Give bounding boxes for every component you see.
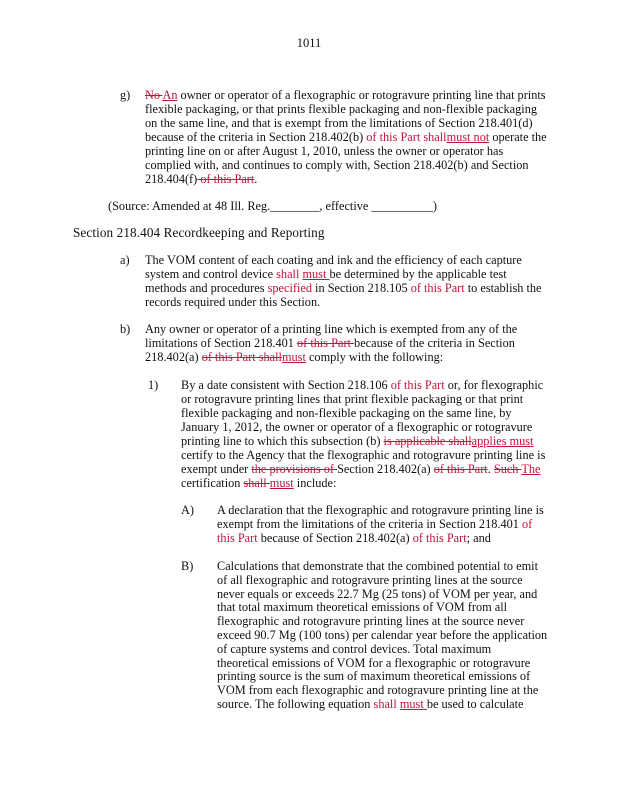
revised-text: of this Part shall: [366, 130, 447, 144]
deleted-text: shall: [243, 476, 270, 490]
body-text: .: [254, 172, 258, 186]
body-text: flexographic and rotogravure printing lines at the source never: [217, 614, 525, 629]
text-line: [145, 116, 533, 130]
text-line: [217, 669, 530, 683]
body-text: of all flexographic and rotogravure printing lines at the source: [217, 572, 523, 587]
body-text: ________: [270, 199, 320, 213]
body-text: methods and procedures: [145, 281, 268, 295]
revised-text: of this Part: [410, 281, 465, 295]
inserted-text: applies must: [471, 434, 534, 448]
body-text: exempt from the limitations of the criteria in Section 218.401: [217, 517, 522, 531]
deleted-text: of this Part: [433, 462, 488, 476]
inserted-text: must: [281, 350, 306, 364]
body-text: ): [432, 199, 438, 213]
text-line: [217, 573, 523, 587]
paragraph-label: A): [181, 503, 194, 517]
revised-text: of this Part: [390, 378, 445, 392]
body-text: Section 218.402(a): [337, 462, 434, 476]
revised-text: shall: [373, 697, 400, 711]
text-line: [217, 614, 524, 628]
body-text: records required under this Section.: [145, 295, 321, 309]
inserted-text: must: [269, 476, 294, 490]
paragraph-label: a): [120, 253, 130, 267]
text-line: [181, 406, 512, 420]
deleted-text: is applicable shall: [383, 434, 472, 448]
text-line: [217, 600, 507, 614]
text-line: [217, 642, 491, 656]
inserted-text: An: [162, 88, 178, 102]
body-text: certify to the Agency that the flexographic and rotogravure printing line is: [181, 448, 546, 462]
text-line: [145, 144, 503, 158]
text-line: [181, 378, 543, 392]
revised-text: of this Part: [412, 531, 467, 545]
body-text: flexible packaging, or that prints flexible packaging and non-flexible packaging: [145, 102, 537, 116]
body-text: certification: [181, 476, 244, 490]
text-line: [217, 697, 523, 711]
text-line: [181, 476, 336, 490]
section-heading: Section 218.404 Recordkeeping and Reporting: [73, 225, 325, 240]
body-text: include:: [293, 476, 337, 490]
text-line: [217, 517, 532, 531]
text-line: [145, 336, 515, 350]
body-text: in Section 218.105: [311, 281, 411, 295]
body-text: owner or operator of a flexographic or rotogravure printing line that prints: [177, 88, 546, 102]
body-text: exempt under: [181, 462, 252, 476]
text-line: [217, 683, 538, 697]
body-text: comply with the following:: [305, 350, 444, 364]
text-line: [217, 656, 530, 670]
body-text: printing source is the sum of maximum theoretical emissions of: [217, 669, 531, 684]
revised-text: shall: [276, 267, 303, 281]
inserted-text: must not: [446, 130, 490, 144]
body-text: limitations of Section 218.401: [145, 336, 297, 350]
body-text: that total maximum theoretical emissions of VOM from all: [217, 600, 508, 615]
inserted-text: must: [302, 267, 330, 281]
body-text: , effective: [319, 199, 372, 213]
body-text: source. The following equation: [217, 697, 374, 711]
body-text: operate the: [489, 130, 547, 144]
body-text: (Source: Amended at 48 Ill. Reg.: [108, 199, 271, 213]
body-text: theoretical emissions of VOM for a flexographic or rotogravure: [217, 655, 531, 670]
body-text: printing line to which this subsection (b): [181, 434, 384, 448]
body-text: January 1, 2012, the owner or operator of a flexographic or rotogravure: [181, 420, 533, 434]
body-text: because of the criteria in Section 218.402(b): [145, 130, 367, 144]
text-line: [145, 295, 320, 309]
deleted-text: No: [145, 88, 163, 102]
body-text: ; and: [466, 531, 491, 545]
paragraph-label: g): [120, 88, 131, 102]
revised-text: this Part: [217, 531, 258, 545]
text-line: [181, 420, 532, 434]
body-text: because of the criteria in Section: [354, 336, 515, 350]
text-line: [145, 102, 537, 116]
body-text: .: [487, 462, 494, 476]
body-text: printing line on or after August 1, 2010, unless the owner or operator has: [145, 144, 504, 158]
body-text: VOM from each flexographic and rotogravure printing line at the: [217, 683, 539, 698]
revised-text: of: [521, 517, 533, 531]
body-text: By a date consistent with Section 218.106: [181, 378, 391, 392]
body-text: exceed 90.7 Mg (100 tons) per calendar year before the application: [217, 628, 548, 642]
text-line: [145, 158, 529, 172]
body-text: Any owner or operator of a printing line which is exempted from any of the: [145, 322, 518, 336]
body-text: flexible packaging and non-flexible packaging on the same line, by: [181, 406, 512, 420]
text-line: [217, 587, 537, 601]
text-line: [217, 628, 547, 642]
body-text: be determined by the applicable test: [329, 267, 507, 281]
body-text: system and control device: [145, 267, 277, 281]
body-text: complied with, and continues to comply with, Section 218.402(b) and Section: [145, 158, 529, 172]
body-text: of capture systems and control devices. Total maximum: [217, 641, 492, 656]
body-text: A declaration that the flexographic and rotogravure printing line is: [217, 503, 544, 517]
body-text: because of Section 218.402(a): [257, 531, 413, 545]
body-text: on the same line, and that is exempt from the limitations of Section 218.401(d): [145, 116, 533, 130]
text-line: [145, 130, 547, 144]
paragraph-label: b): [120, 322, 131, 336]
text-line: [145, 172, 257, 186]
text-line: [217, 503, 544, 517]
text-line: [181, 448, 545, 462]
text-line: [145, 267, 507, 281]
deleted-text: Such: [493, 462, 522, 476]
deleted-text: of this Part: [297, 336, 355, 350]
body-text: Calculations that demonstrate that the combined potential to emit: [217, 559, 539, 573]
inserted-text: The: [521, 462, 541, 476]
text-line: [108, 199, 437, 213]
page-number: 1011: [296, 36, 322, 50]
text-line: [145, 253, 522, 267]
deleted-text: the provisions of: [251, 462, 338, 476]
text-line: [181, 462, 540, 476]
body-text: The VOM content of each coating and ink and the efficiency of each capture: [145, 253, 522, 267]
body-text: 218.402(a): [145, 350, 202, 364]
body-text: or rotogravure printing lines that print flexible packaging or that print: [181, 392, 524, 406]
text-line: [145, 350, 443, 364]
deleted-text: of this Part shall: [201, 350, 282, 364]
text-line: [145, 322, 517, 336]
body-text: __________: [371, 199, 433, 213]
paragraph-label: 1): [148, 378, 159, 392]
body-text: be used to calculate: [426, 697, 524, 711]
paragraph-label: B): [181, 559, 194, 573]
revised-text: specified: [267, 281, 312, 295]
inserted-text: must: [399, 697, 427, 711]
body-text: or, for flexographic: [444, 378, 544, 392]
body-text: never equals or exceeds 22.7 Mg (25 tons) of VOM per year, and: [217, 586, 538, 601]
text-line: [145, 88, 546, 102]
text-line: [145, 281, 542, 295]
text-line: [217, 559, 538, 573]
text-line: [181, 434, 533, 448]
body-text: 218.404(f): [145, 172, 198, 186]
text-line: [217, 531, 491, 545]
text-line: [181, 392, 523, 406]
deleted-text: of this Part: [197, 172, 255, 186]
body-text: to establish the: [464, 281, 542, 295]
